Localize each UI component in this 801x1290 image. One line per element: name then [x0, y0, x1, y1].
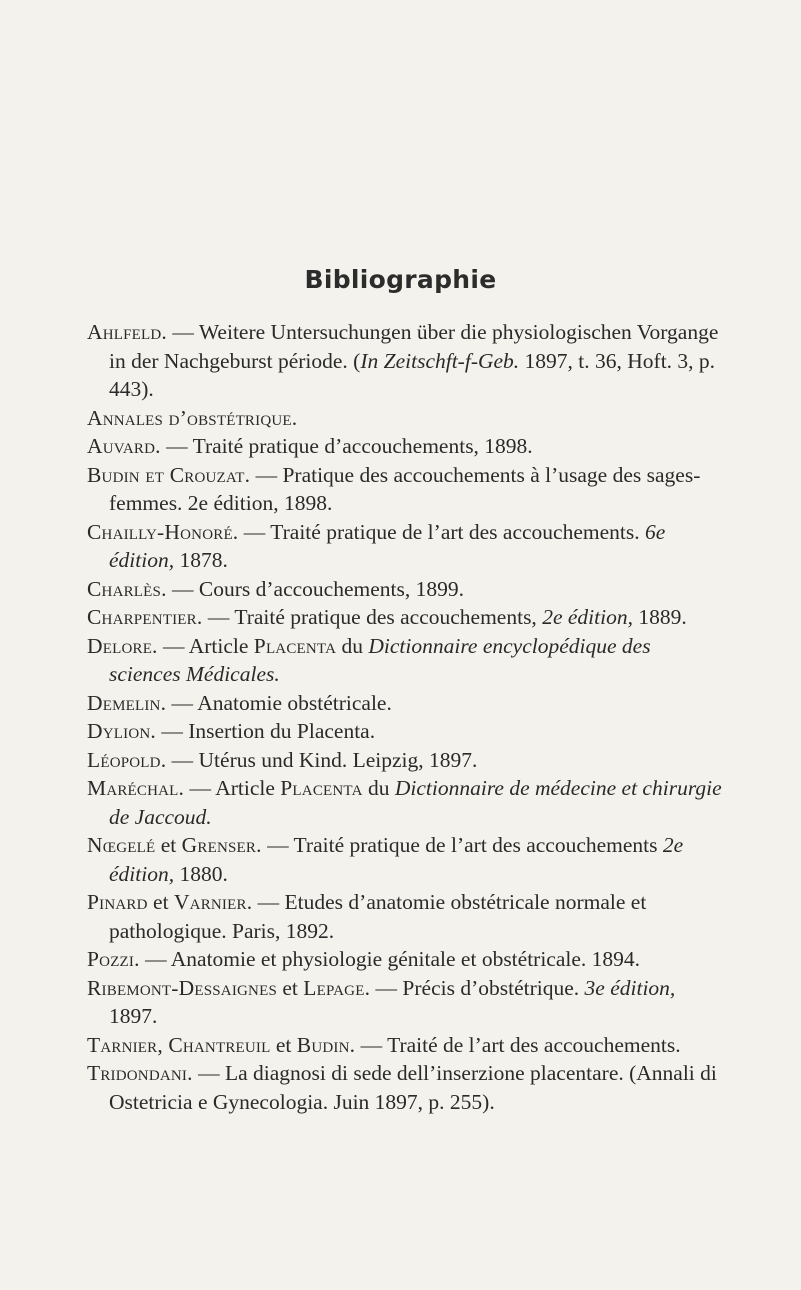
entry-author: Dylion.	[87, 719, 156, 743]
bibliography-entry	[87, 774, 727, 831]
entry-author: Pinard	[87, 890, 148, 914]
entry-text-2: et	[270, 1032, 297, 1057]
bibliography-entry	[87, 632, 727, 689]
entry-author-3: Budin.	[296, 1032, 356, 1057]
entry-text: — Traité pratique des accouchements,	[202, 605, 543, 629]
entry-italic: Dictionnaire encyclopédique des sciences Médicales.	[109, 633, 651, 686]
entry-author: Nœgelé	[87, 833, 156, 857]
entry-italic: 2e édition,	[542, 605, 633, 629]
entry-text-2: — Etudes d’anatomie obstétricale normale et pathologique. Paris, 1892.	[109, 890, 647, 943]
entry-text-2: du	[362, 776, 395, 800]
entry-author-2: Varnier.	[173, 890, 253, 914]
entry-text: — Traité pratique d’accouchements, 1898.	[160, 434, 533, 458]
bibliography-entry	[87, 974, 727, 1031]
entry-text: et	[277, 975, 304, 1000]
entry-text: — Article	[157, 633, 254, 658]
entry-tail: 1897, t. 36, Hoft. 3, p. 443).	[109, 348, 716, 401]
bibliography-entry	[87, 888, 727, 945]
entry-text: — La diagnosi di sede dell’inserzione placentare. (Annali di Ostetricia e Gynecologia. Juin 1897, p. 255).	[109, 1061, 717, 1114]
entry-author: Charpentier.	[87, 605, 203, 629]
bibliography-entry	[87, 746, 727, 775]
entry-text: et	[155, 833, 182, 857]
entry-text: — Traité pratique de l’art des accouchements.	[238, 519, 645, 544]
entry-author: Budin et Crouzat.	[87, 462, 251, 487]
entry-italic: 6e édition,	[109, 519, 666, 572]
entry-text: — Weitere Untersuchungen über die physiologischen Vorgange in der Nachgeburst période. (	[109, 320, 719, 373]
entry-text: — Pratique des accouchements à l’usage des sages-femmes. 2e édition, 1898.	[109, 462, 701, 515]
entry-text-3: — Traité de l’art des accouchements.	[355, 1032, 681, 1057]
entry-author-2: Lepage.	[303, 975, 371, 1000]
entry-author: Tridondani.	[87, 1061, 193, 1085]
entry-italic: Dictionnaire de médecine et chirurgie de Jaccoud.	[109, 776, 722, 829]
bibliography-entry	[87, 1031, 727, 1060]
entry-author: Maréchal.	[87, 776, 185, 800]
entry-author: Annales d’obstétrique.	[87, 405, 298, 430]
entry-author: Tarnier,	[87, 1032, 163, 1057]
bibliography-entry	[87, 1059, 727, 1116]
entry-author: Léopold.	[87, 747, 167, 772]
entry-tail: 1897.	[109, 1004, 158, 1028]
entry-tail: 1889.	[632, 605, 687, 629]
entry-text-2: du	[336, 633, 369, 658]
bibliography-entry	[87, 831, 727, 888]
entry-tail: 1880.	[174, 861, 228, 886]
entry-text: — Article	[184, 776, 281, 800]
entry-author: Pozzi.	[87, 947, 140, 971]
bibliography-entry	[87, 717, 727, 746]
bibliography-entry	[87, 689, 727, 718]
bibliography-list	[87, 318, 727, 1116]
bibliography-entry	[87, 461, 727, 518]
bibliography-entry	[87, 575, 727, 604]
entry-author-2: Grenser.	[181, 833, 262, 857]
entry-italic: In Zeitschft-f-Geb.	[360, 348, 520, 373]
bibliography-entry	[87, 318, 727, 404]
entry-author: Auvard.	[87, 434, 161, 458]
entry-italic: 2e édition,	[109, 833, 684, 886]
entry-author: Ribemont-Dessaignes	[87, 975, 277, 1000]
entry-author: Demelin.	[87, 690, 167, 715]
entry-smallcaps: Placenta	[253, 633, 337, 658]
bibliography-entry	[87, 518, 727, 575]
entry-text: — Cours d’accouchements, 1899.	[166, 576, 465, 601]
entry-tail: 1878.	[174, 548, 228, 572]
entry-text: — Insertion du Placenta.	[155, 719, 376, 743]
entry-text-2: — Précis d’obstétrique.	[370, 975, 585, 1000]
page-title: Bibliographie	[304, 265, 497, 294]
entry-text-2: — Traité pratique de l’art des accouchements	[261, 833, 663, 857]
entry-author: Charlès.	[87, 576, 167, 601]
entry-smallcaps: Placenta	[280, 776, 363, 800]
bibliography-entry	[87, 404, 727, 433]
entry-text: et	[147, 890, 174, 914]
entry-italic: 3e édition,	[584, 975, 676, 1000]
bibliography-entry	[87, 945, 727, 974]
bibliography-entry	[87, 432, 727, 461]
entry-author: Ahlfeld.	[87, 320, 167, 344]
entry-author-2: Chantreuil	[168, 1032, 271, 1057]
entry-author: Chailly-Honoré.	[87, 519, 239, 544]
entry-text: — Anatomie et physiologie génitale et obstétricale. 1894.	[139, 947, 641, 971]
entry-text: — Utérus und Kind. Leipzig, 1897.	[166, 747, 478, 772]
bibliography-entry	[87, 603, 727, 632]
entry-author: Delore.	[87, 633, 158, 658]
entry-text: — Anatomie obstétricale.	[166, 690, 392, 715]
